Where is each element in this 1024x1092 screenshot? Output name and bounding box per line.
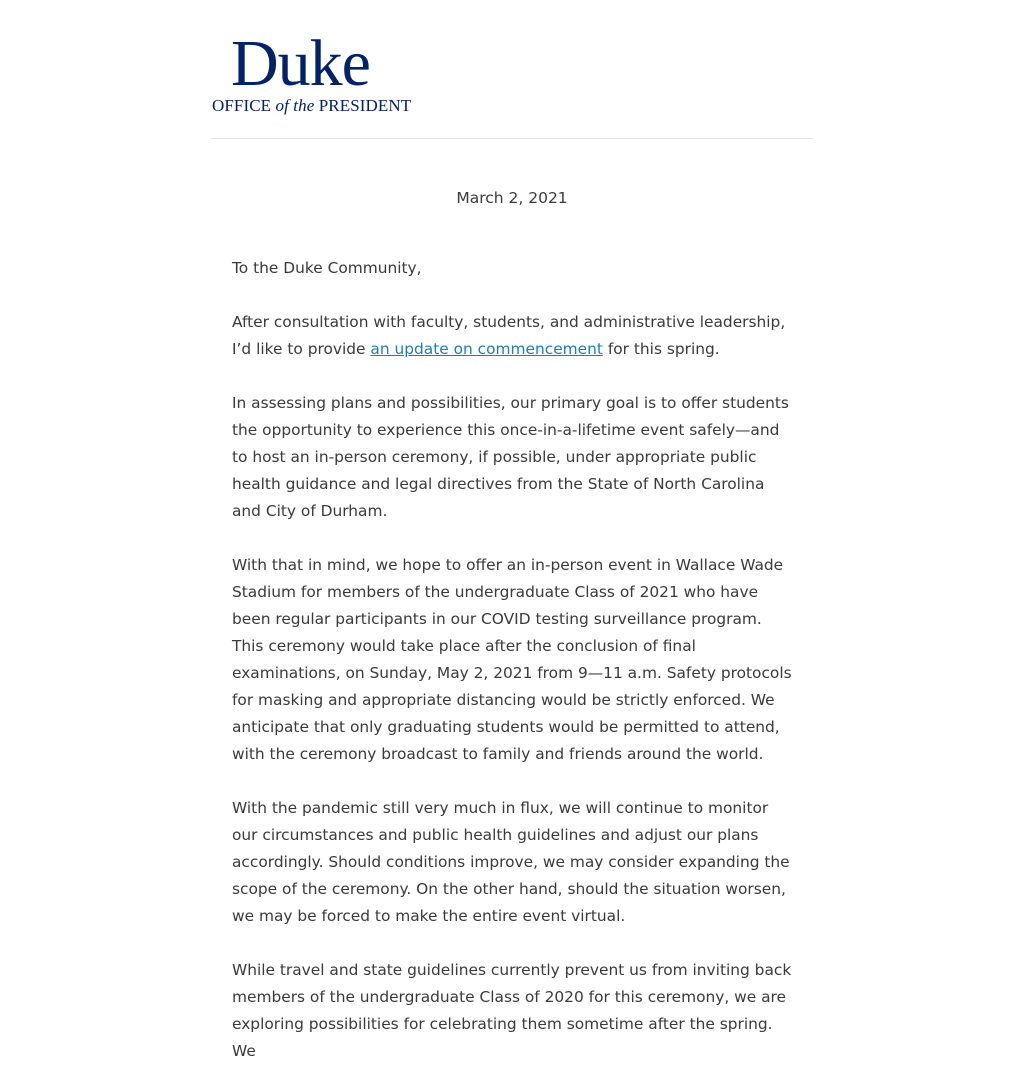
paragraph-1-before: After consultation with faculty, students, and administrative leadership, I’d like to provide	[232, 313, 786, 358]
letter-date: March 2, 2021	[456, 189, 568, 207]
header-divider	[211, 138, 813, 139]
logo-president-word: PRESIDENT	[318, 96, 412, 115]
salutation: To the Duke Community,	[232, 259, 422, 277]
logo-subtitle	[212, 96, 411, 116]
paragraph-1-after: for this spring.	[602, 340, 720, 358]
logo-wordmark: Duke	[231, 27, 370, 100]
paragraph-1	[232, 309, 797, 363]
logo-office-word: OFFICE	[212, 96, 272, 115]
paragraph-2: In assessing plans and possibilities, our primary goal is to offer students the opportunity to experience this once-in-a-lifetime event safely—and to host an in-person ceremony, if possible, under appropriate public health guidance and legal directives from the State of North Carolina and City of Durham.	[232, 394, 789, 520]
paragraph-4: With the pandemic still very much in flux, we will continue to monitor our circumstances and public health guidelines and adjust our plans accordingly. Should conditions improve, we may consider expanding the scope of the ceremony. On the other hand, should the situation worsen, we may be forced to make the entire event virtual.	[232, 799, 790, 925]
paragraph-5: While travel and state guidelines currently prevent us from inviting back members of the undergraduate Class of 2020 for this ceremony, we are exploring possibilities for celebrating them sometime after the spring. We	[232, 961, 792, 1060]
duke-president-logo	[211, 27, 421, 120]
paragraph-3: With that in mind, we hope to offer an in-person event in Wallace Wade Stadium for members of the undergraduate Class of 2021 who have been regular participants in our COVID testing surveillance program. This ceremony would take place after the conclusion of final examinations, on Sunday, May 2, 2021 from 9—11 a.m. Safety protocols for masking and appropriate distancing would be strictly enforced. We anticipate that only graduating students would be permitted to attend, with the ceremony broadcast to family and friends around the world.	[232, 556, 792, 763]
logo-of-the: of the	[275, 96, 315, 115]
letter-body	[232, 255, 797, 1092]
commencement-update-link[interactable]: an update on commencement	[370, 340, 603, 358]
